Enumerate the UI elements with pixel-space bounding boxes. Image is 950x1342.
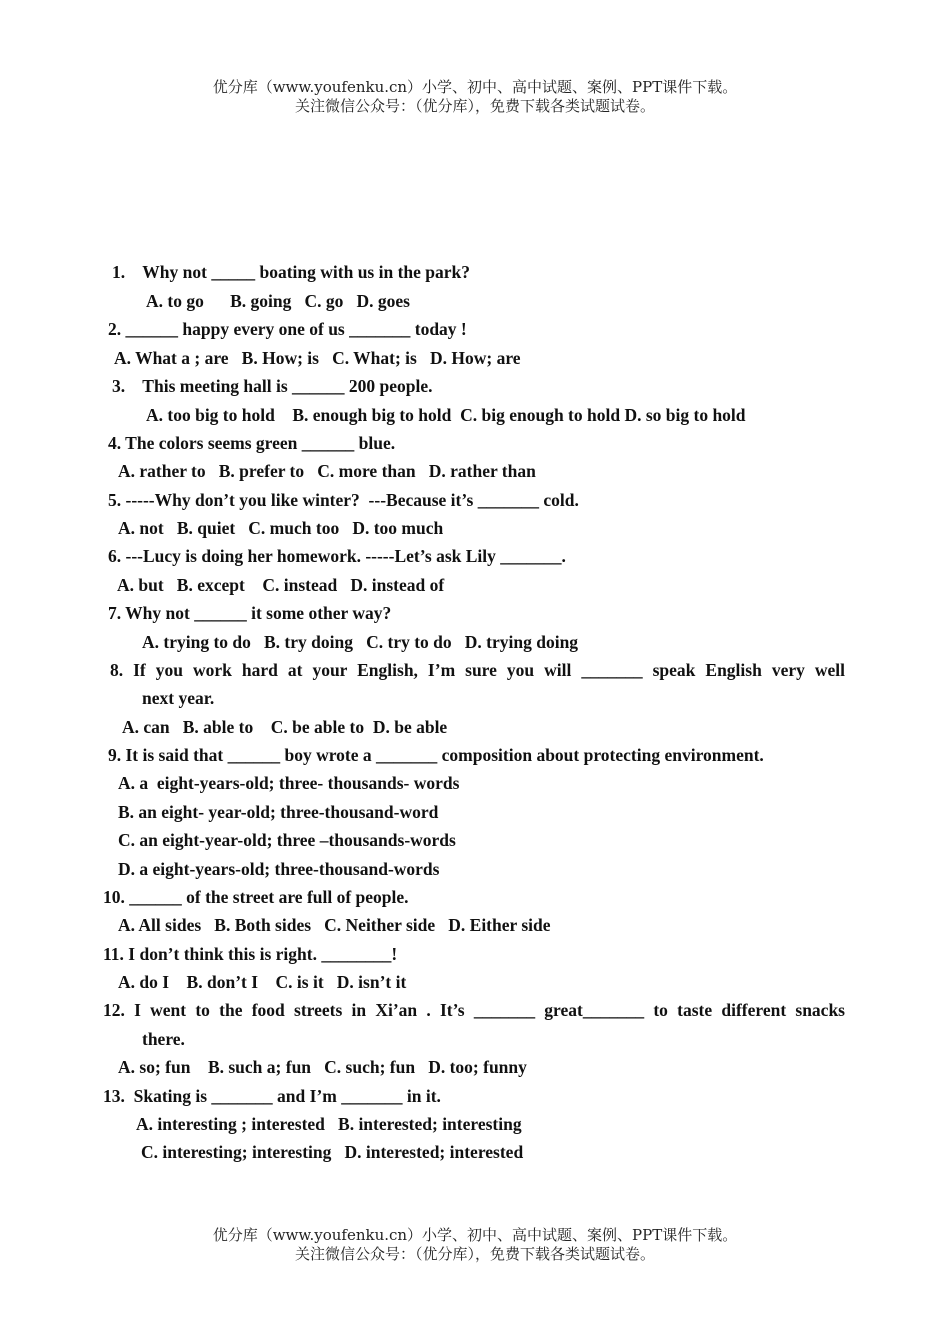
- question-11-stem: 11. I don’t think this is right. ________!: [103, 944, 398, 964]
- question-9-option-c: C. an eight-year-old; three –thousands-words: [118, 830, 456, 850]
- footer-line-1: 优分库（www.youfenku.cn）小学、初中、高中试题、案例、PPT课件下载。: [212, 1226, 738, 1244]
- question-8-stem: 8. If you work hard at your English, I’m sure you will _______ speak English very well: [110, 660, 845, 680]
- question-1-stem: 1. Why not _____ boating with us in the park?: [112, 262, 471, 282]
- question-8-options: A. can B. able to C. be able to D. be able: [122, 717, 448, 737]
- question-7-stem: 7. Why not ______ it some other way?: [108, 603, 392, 623]
- question-8-stem-continued: next year.: [142, 688, 215, 708]
- question-6-stem: 6. ---Lucy is doing her homework. -----Let’s ask Lily _______.: [108, 546, 566, 566]
- question-2-options: A. What a ; are B. How; is C. What; is D. How; are: [114, 348, 521, 368]
- question-9-stem: 9. It is said that ______ boy wrote a _______ composition about protecting environment.: [108, 745, 764, 765]
- question-1-options: A. to go B. going C. go D. goes: [146, 291, 410, 311]
- question-13-stem: 13. Skating is _______ and I’m _______ in it.: [103, 1086, 441, 1106]
- question-2-stem: 2. ______ happy every one of us _______ today !: [108, 319, 467, 339]
- question-9-option-d: D. a eight-years-old; three-thousand-words: [118, 859, 440, 879]
- question-3-options: A. too big to hold B. enough big to hold C. big enough to hold D. so big to hold: [146, 405, 746, 425]
- question-13-options-2: C. interesting; interesting D. interested; interested: [141, 1142, 524, 1162]
- page-footer: [0, 1226, 950, 1264]
- question-3-stem: 3. This meeting hall is ______ 200 people.: [112, 376, 433, 396]
- question-10-stem: 10. ______ of the street are full of people.: [103, 887, 409, 907]
- question-9-option-b: B. an eight- year-old; three-thousand-word: [118, 802, 439, 822]
- header-line-2: 关注微信公众号：（优分库），免费下载各类试题试卷。: [294, 97, 655, 115]
- question-12-stem-continued: there.: [142, 1029, 185, 1049]
- question-5-options: A. not B. quiet C. much too D. too much: [118, 518, 444, 538]
- question-11-options: A. do I B. don’t I C. is it D. isn’t it: [118, 972, 407, 992]
- question-4-stem: 4. The colors seems green ______ blue.: [108, 433, 396, 453]
- question-12-options: A. so; fun B. such a; fun C. such; fun D. too; funny: [118, 1057, 527, 1077]
- footer-line-2: 关注微信公众号：（优分库），免费下载各类试题试卷。: [294, 1245, 655, 1263]
- question-7-options: A. trying to do B. try doing C. try to do D. trying doing: [142, 632, 579, 652]
- question-5-stem: 5. -----Why don’t you like winter? ---Because it’s _______ cold.: [108, 490, 579, 510]
- question-4-options: A. rather to B. prefer to C. more than D. rather than: [118, 461, 536, 481]
- header-line-1: 优分库（www.youfenku.cn）小学、初中、高中试题、案例、PPT课件下载。: [212, 78, 738, 96]
- page-header: [0, 78, 950, 116]
- question-6-options: A. but B. except C. instead D. instead of: [117, 575, 445, 595]
- question-10-options: A. All sides B. Both sides C. Neither side D. Either side: [118, 915, 551, 935]
- question-9-option-a: A. a eight-years-old; three- thousands- words: [118, 773, 460, 793]
- question-13-options-1: A. interesting ; interested B. interested; interesting: [136, 1114, 522, 1134]
- question-12-stem: 12. I went to the food streets in Xi’an . It’s _______ great_______ to taste different snacks: [103, 1000, 845, 1020]
